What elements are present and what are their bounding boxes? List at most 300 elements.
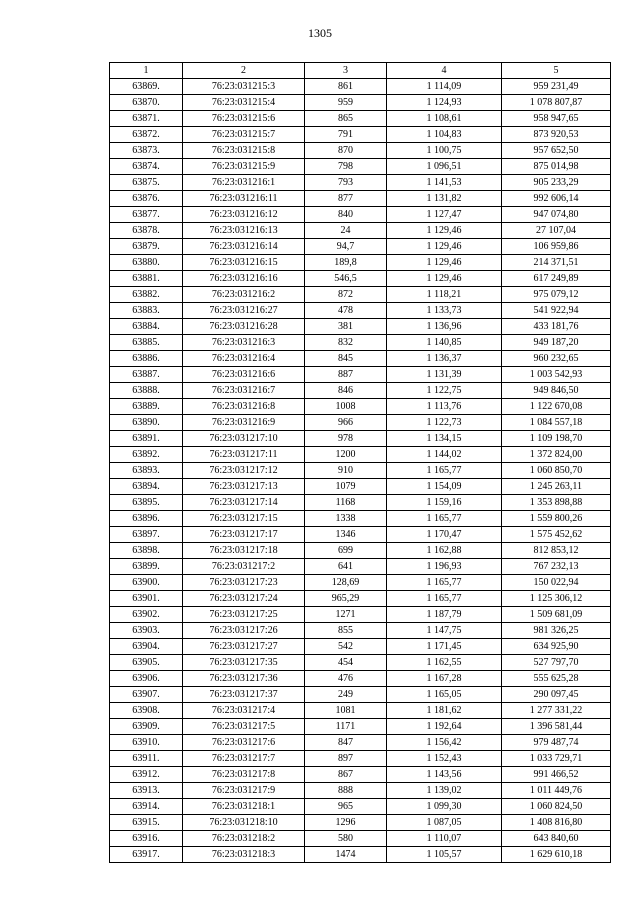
cadastral-number-cell: 76:23:031216:7 <box>183 383 305 399</box>
cadastral-number-cell: 76:23:031215:7 <box>183 127 305 143</box>
area-cell: 580 <box>305 831 387 847</box>
specific-value-cell: 1 131,82 <box>387 191 502 207</box>
row-number-cell: 63885. <box>110 335 183 351</box>
row-number-cell: 63889. <box>110 399 183 415</box>
specific-value-cell: 1 152,43 <box>387 751 502 767</box>
cadastral-value-cell: 1 060 850,70 <box>502 463 611 479</box>
row-number-cell: 63891. <box>110 431 183 447</box>
table-row <box>110 591 611 607</box>
cadastral-number-cell: 76:23:031217:4 <box>183 703 305 719</box>
specific-value-cell: 1 136,37 <box>387 351 502 367</box>
header-col-1: 1 <box>110 63 183 79</box>
table-row <box>110 655 611 671</box>
cadastral-value-cell: 949 846,50 <box>502 383 611 399</box>
row-number-cell: 63878. <box>110 223 183 239</box>
cadastral-number-cell: 76:23:031216:11 <box>183 191 305 207</box>
cadastral-value-cell: 960 232,65 <box>502 351 611 367</box>
cadastral-value-cell: 949 187,20 <box>502 335 611 351</box>
specific-value-cell: 1 100,75 <box>387 143 502 159</box>
specific-value-cell: 1 165,77 <box>387 575 502 591</box>
cadastral-number-cell: 76:23:031216:1 <box>183 175 305 191</box>
area-cell: 959 <box>305 95 387 111</box>
row-number-cell: 63911. <box>110 751 183 767</box>
table-row <box>110 111 611 127</box>
row-number-cell: 63872. <box>110 127 183 143</box>
specific-value-cell: 1 110,07 <box>387 831 502 847</box>
row-number-cell: 63883. <box>110 303 183 319</box>
table-header <box>110 63 611 79</box>
cadastral-value-cell: 1 033 729,71 <box>502 751 611 767</box>
table-row <box>110 239 611 255</box>
table-row <box>110 351 611 367</box>
row-number-cell: 63902. <box>110 607 183 623</box>
row-number-cell: 63894. <box>110 479 183 495</box>
row-number-cell: 63895. <box>110 495 183 511</box>
table-row <box>110 783 611 799</box>
cadastral-number-cell: 76:23:031217:9 <box>183 783 305 799</box>
cadastral-number-cell: 76:23:031218:3 <box>183 847 305 863</box>
cadastral-value-table <box>109 62 611 863</box>
table-row <box>110 575 611 591</box>
cadastral-number-cell: 76:23:031216:8 <box>183 399 305 415</box>
specific-value-cell: 1 087,05 <box>387 815 502 831</box>
table-row <box>110 639 611 655</box>
table-row <box>110 303 611 319</box>
row-number-cell: 63870. <box>110 95 183 111</box>
row-number-cell: 63890. <box>110 415 183 431</box>
row-number-cell: 63912. <box>110 767 183 783</box>
specific-value-cell: 1 156,42 <box>387 735 502 751</box>
specific-value-cell: 1 129,46 <box>387 223 502 239</box>
specific-value-cell: 1 154,09 <box>387 479 502 495</box>
specific-value-cell: 1 192,64 <box>387 719 502 735</box>
cadastral-value-cell: 1 060 824,50 <box>502 799 611 815</box>
table-row <box>110 319 611 335</box>
cadastral-number-cell: 76:23:031215:6 <box>183 111 305 127</box>
area-cell: 888 <box>305 783 387 799</box>
table-row <box>110 479 611 495</box>
cadastral-value-cell: 1 245 263,11 <box>502 479 611 495</box>
area-cell: 877 <box>305 191 387 207</box>
cadastral-number-cell: 76:23:031216:15 <box>183 255 305 271</box>
cadastral-number-cell: 76:23:031218:10 <box>183 815 305 831</box>
cadastral-number-cell: 76:23:031217:5 <box>183 719 305 735</box>
table-row <box>110 543 611 559</box>
area-cell: 249 <box>305 687 387 703</box>
area-cell: 128,69 <box>305 575 387 591</box>
header-col-4: 4 <box>387 63 502 79</box>
specific-value-cell: 1 181,62 <box>387 703 502 719</box>
cadastral-number-cell: 76:23:031217:24 <box>183 591 305 607</box>
row-number-cell: 63874. <box>110 159 183 175</box>
row-number-cell: 63893. <box>110 463 183 479</box>
specific-value-cell: 1 122,73 <box>387 415 502 431</box>
cadastral-value-cell: 106 959,86 <box>502 239 611 255</box>
row-number-cell: 63896. <box>110 511 183 527</box>
specific-value-cell: 1 165,77 <box>387 591 502 607</box>
table-row <box>110 399 611 415</box>
cadastral-number-cell: 76:23:031216:28 <box>183 319 305 335</box>
row-number-cell: 63905. <box>110 655 183 671</box>
cadastral-value-cell: 1 277 331,22 <box>502 703 611 719</box>
specific-value-cell: 1 134,15 <box>387 431 502 447</box>
specific-value-cell: 1 139,02 <box>387 783 502 799</box>
row-number-cell: 63904. <box>110 639 183 655</box>
cadastral-number-cell: 76:23:031215:4 <box>183 95 305 111</box>
specific-value-cell: 1 187,79 <box>387 607 502 623</box>
cadastral-number-cell: 76:23:031217:35 <box>183 655 305 671</box>
row-number-cell: 63917. <box>110 847 183 863</box>
cadastral-value-cell: 1 629 610,18 <box>502 847 611 863</box>
cadastral-value-cell: 1 078 807,87 <box>502 95 611 111</box>
cadastral-value-cell: 433 181,76 <box>502 319 611 335</box>
cadastral-value-cell: 214 371,51 <box>502 255 611 271</box>
specific-value-cell: 1 162,55 <box>387 655 502 671</box>
row-number-cell: 63907. <box>110 687 183 703</box>
table-row <box>110 431 611 447</box>
area-cell: 699 <box>305 543 387 559</box>
table-row <box>110 191 611 207</box>
area-cell: 641 <box>305 559 387 575</box>
area-cell: 965,29 <box>305 591 387 607</box>
page-number: 1305 <box>308 26 332 40</box>
row-number-cell: 63882. <box>110 287 183 303</box>
row-number-cell: 63914. <box>110 799 183 815</box>
cadastral-value-cell: 1 575 452,62 <box>502 527 611 543</box>
table-row <box>110 703 611 719</box>
table-row <box>110 223 611 239</box>
cadastral-value-cell: 1 003 542,93 <box>502 367 611 383</box>
row-number-cell: 63916. <box>110 831 183 847</box>
cadastral-value-cell: 1 559 800,26 <box>502 511 611 527</box>
specific-value-cell: 1 114,09 <box>387 79 502 95</box>
cadastral-value-cell: 634 925,90 <box>502 639 611 655</box>
table-row <box>110 79 611 95</box>
area-cell: 1081 <box>305 703 387 719</box>
area-cell: 1200 <box>305 447 387 463</box>
cadastral-value-cell: 981 326,25 <box>502 623 611 639</box>
table-row <box>110 383 611 399</box>
area-cell: 1338 <box>305 511 387 527</box>
table-row <box>110 607 611 623</box>
table-row <box>110 799 611 815</box>
area-cell: 1168 <box>305 495 387 511</box>
cadastral-number-cell: 76:23:031217:13 <box>183 479 305 495</box>
cadastral-number-cell: 76:23:031217:2 <box>183 559 305 575</box>
cadastral-value-cell: 905 233,29 <box>502 175 611 191</box>
cadastral-value-cell: 1 396 581,44 <box>502 719 611 735</box>
specific-value-cell: 1 113,76 <box>387 399 502 415</box>
cadastral-number-cell: 76:23:031217:25 <box>183 607 305 623</box>
header-col-5: 5 <box>502 63 611 79</box>
specific-value-cell: 1 104,83 <box>387 127 502 143</box>
header-col-2: 2 <box>183 63 305 79</box>
cadastral-number-cell: 76:23:031217:8 <box>183 767 305 783</box>
specific-value-cell: 1 196,93 <box>387 559 502 575</box>
cadastral-number-cell: 76:23:031218:2 <box>183 831 305 847</box>
area-cell: 870 <box>305 143 387 159</box>
table-row <box>110 255 611 271</box>
specific-value-cell: 1 159,16 <box>387 495 502 511</box>
cadastral-value-cell: 1 353 898,88 <box>502 495 611 511</box>
cadastral-value-cell: 767 232,13 <box>502 559 611 575</box>
area-cell: 476 <box>305 671 387 687</box>
area-cell: 832 <box>305 335 387 351</box>
specific-value-cell: 1 162,88 <box>387 543 502 559</box>
cadastral-number-cell: 76:23:031216:9 <box>183 415 305 431</box>
area-cell: 887 <box>305 367 387 383</box>
cadastral-number-cell: 76:23:031217:11 <box>183 447 305 463</box>
cadastral-value-cell: 643 840,60 <box>502 831 611 847</box>
area-cell: 965 <box>305 799 387 815</box>
specific-value-cell: 1 147,75 <box>387 623 502 639</box>
table-row <box>110 847 611 863</box>
specific-value-cell: 1 122,75 <box>387 383 502 399</box>
area-cell: 1271 <box>305 607 387 623</box>
table-row <box>110 751 611 767</box>
table-row <box>110 719 611 735</box>
row-number-cell: 63871. <box>110 111 183 127</box>
area-cell: 845 <box>305 351 387 367</box>
area-cell: 478 <box>305 303 387 319</box>
specific-value-cell: 1 131,39 <box>387 367 502 383</box>
table-row <box>110 415 611 431</box>
row-number-cell: 63897. <box>110 527 183 543</box>
row-number-cell: 63879. <box>110 239 183 255</box>
specific-value-cell: 1 170,47 <box>387 527 502 543</box>
row-number-cell: 63886. <box>110 351 183 367</box>
cadastral-value-cell: 27 107,04 <box>502 223 611 239</box>
cadastral-number-cell: 76:23:031215:3 <box>183 79 305 95</box>
area-cell: 1008 <box>305 399 387 415</box>
table-row <box>110 447 611 463</box>
area-cell: 1171 <box>305 719 387 735</box>
cadastral-number-cell: 76:23:031217:26 <box>183 623 305 639</box>
cadastral-value-cell: 1 408 816,80 <box>502 815 611 831</box>
specific-value-cell: 1 127,47 <box>387 207 502 223</box>
area-cell: 791 <box>305 127 387 143</box>
cadastral-number-cell: 76:23:031217:10 <box>183 431 305 447</box>
table-body <box>110 79 611 863</box>
specific-value-cell: 1 140,85 <box>387 335 502 351</box>
cadastral-value-cell: 617 249,89 <box>502 271 611 287</box>
table-row <box>110 175 611 191</box>
cadastral-number-cell: 76:23:031216:27 <box>183 303 305 319</box>
table-row <box>110 527 611 543</box>
area-cell: 872 <box>305 287 387 303</box>
specific-value-cell: 1 141,53 <box>387 175 502 191</box>
table-row <box>110 815 611 831</box>
row-number-cell: 63875. <box>110 175 183 191</box>
row-number-cell: 63906. <box>110 671 183 687</box>
area-cell: 865 <box>305 111 387 127</box>
row-number-cell: 63892. <box>110 447 183 463</box>
specific-value-cell: 1 129,46 <box>387 255 502 271</box>
cadastral-value-cell: 1 122 670,08 <box>502 399 611 415</box>
cadastral-value-cell: 555 625,28 <box>502 671 611 687</box>
cadastral-number-cell: 76:23:031216:12 <box>183 207 305 223</box>
row-number-cell: 63909. <box>110 719 183 735</box>
row-number-cell: 63877. <box>110 207 183 223</box>
row-number-cell: 63884. <box>110 319 183 335</box>
cadastral-value-cell: 1 109 198,70 <box>502 431 611 447</box>
specific-value-cell: 1 133,73 <box>387 303 502 319</box>
area-cell: 798 <box>305 159 387 175</box>
area-cell: 454 <box>305 655 387 671</box>
row-number-cell: 63873. <box>110 143 183 159</box>
area-cell: 840 <box>305 207 387 223</box>
area-cell: 846 <box>305 383 387 399</box>
cadastral-value-cell: 1 084 557,18 <box>502 415 611 431</box>
row-number-cell: 63915. <box>110 815 183 831</box>
specific-value-cell: 1 144,02 <box>387 447 502 463</box>
cadastral-number-cell: 76:23:031217:37 <box>183 687 305 703</box>
area-cell: 897 <box>305 751 387 767</box>
cadastral-value-cell: 541 922,94 <box>502 303 611 319</box>
cadastral-number-cell: 76:23:031216:2 <box>183 287 305 303</box>
specific-value-cell: 1 165,77 <box>387 463 502 479</box>
row-number-cell: 63908. <box>110 703 183 719</box>
table-row <box>110 623 611 639</box>
cadastral-number-cell: 76:23:031217:7 <box>183 751 305 767</box>
row-number-cell: 63913. <box>110 783 183 799</box>
area-cell: 189,8 <box>305 255 387 271</box>
cadastral-value-cell: 991 466,52 <box>502 767 611 783</box>
table-row <box>110 495 611 511</box>
cadastral-number-cell: 76:23:031216:6 <box>183 367 305 383</box>
row-number-cell: 63910. <box>110 735 183 751</box>
area-cell: 861 <box>305 79 387 95</box>
cadastral-number-cell: 76:23:031217:27 <box>183 639 305 655</box>
row-number-cell: 63880. <box>110 255 183 271</box>
specific-value-cell: 1 165,77 <box>387 511 502 527</box>
specific-value-cell: 1 136,96 <box>387 319 502 335</box>
specific-value-cell: 1 129,46 <box>387 239 502 255</box>
cadastral-value-cell: 1 372 824,00 <box>502 447 611 463</box>
specific-value-cell: 1 171,45 <box>387 639 502 655</box>
cadastral-value-cell: 873 920,53 <box>502 127 611 143</box>
specific-value-cell: 1 129,46 <box>387 271 502 287</box>
specific-value-cell: 1 096,51 <box>387 159 502 175</box>
cadastral-value-cell: 1 011 449,76 <box>502 783 611 799</box>
cadastral-number-cell: 76:23:031217:6 <box>183 735 305 751</box>
area-cell: 910 <box>305 463 387 479</box>
cadastral-number-cell: 76:23:031216:16 <box>183 271 305 287</box>
specific-value-cell: 1 143,56 <box>387 767 502 783</box>
area-cell: 1296 <box>305 815 387 831</box>
area-cell: 978 <box>305 431 387 447</box>
table-row <box>110 767 611 783</box>
row-number-cell: 63900. <box>110 575 183 591</box>
table-row <box>110 463 611 479</box>
specific-value-cell: 1 105,57 <box>387 847 502 863</box>
cadastral-number-cell: 76:23:031217:17 <box>183 527 305 543</box>
cadastral-number-cell: 76:23:031218:1 <box>183 799 305 815</box>
table-row <box>110 271 611 287</box>
cadastral-number-cell: 76:23:031217:14 <box>183 495 305 511</box>
cadastral-value-cell: 958 947,65 <box>502 111 611 127</box>
table-row <box>110 207 611 223</box>
area-cell: 847 <box>305 735 387 751</box>
specific-value-cell: 1 167,28 <box>387 671 502 687</box>
table-row <box>110 687 611 703</box>
table-row <box>110 671 611 687</box>
table-row <box>110 511 611 527</box>
area-cell: 793 <box>305 175 387 191</box>
row-number-cell: 63869. <box>110 79 183 95</box>
header-col-3: 3 <box>305 63 387 79</box>
table-row <box>110 367 611 383</box>
cadastral-number-cell: 76:23:031215:9 <box>183 159 305 175</box>
specific-value-cell: 1 108,61 <box>387 111 502 127</box>
cadastral-value-cell: 975 079,12 <box>502 287 611 303</box>
area-cell: 542 <box>305 639 387 655</box>
cadastral-value-cell: 812 853,12 <box>502 543 611 559</box>
row-number-cell: 63899. <box>110 559 183 575</box>
table-row <box>110 735 611 751</box>
cadastral-number-cell: 76:23:031216:4 <box>183 351 305 367</box>
cadastral-number-cell: 76:23:031217:23 <box>183 575 305 591</box>
row-number-cell: 63881. <box>110 271 183 287</box>
table-row <box>110 831 611 847</box>
table-row <box>110 127 611 143</box>
cadastral-number-cell: 76:23:031217:36 <box>183 671 305 687</box>
row-number-cell: 63876. <box>110 191 183 207</box>
header-row <box>110 63 611 79</box>
table-row <box>110 143 611 159</box>
specific-value-cell: 1 124,93 <box>387 95 502 111</box>
specific-value-cell: 1 165,05 <box>387 687 502 703</box>
cadastral-value-cell: 1 125 306,12 <box>502 591 611 607</box>
cadastral-number-cell: 76:23:031217:15 <box>183 511 305 527</box>
table-row <box>110 559 611 575</box>
cadastral-number-cell: 76:23:031216:3 <box>183 335 305 351</box>
area-cell: 1079 <box>305 479 387 495</box>
area-cell: 1474 <box>305 847 387 863</box>
cadastral-number-cell: 76:23:031217:12 <box>183 463 305 479</box>
row-number-cell: 63901. <box>110 591 183 607</box>
cadastral-value-cell: 957 652,50 <box>502 143 611 159</box>
row-number-cell: 63887. <box>110 367 183 383</box>
area-cell: 867 <box>305 767 387 783</box>
area-cell: 966 <box>305 415 387 431</box>
table-row <box>110 159 611 175</box>
cadastral-value-cell: 979 487,74 <box>502 735 611 751</box>
table-row <box>110 95 611 111</box>
row-number-cell: 63888. <box>110 383 183 399</box>
cadastral-value-cell: 947 074,80 <box>502 207 611 223</box>
specific-value-cell: 1 099,30 <box>387 799 502 815</box>
cadastral-value-cell: 1 509 681,09 <box>502 607 611 623</box>
area-cell: 546,5 <box>305 271 387 287</box>
cadastral-value-cell: 290 097,45 <box>502 687 611 703</box>
cadastral-value-cell: 527 797,70 <box>502 655 611 671</box>
area-cell: 24 <box>305 223 387 239</box>
cadastral-value-cell: 992 606,14 <box>502 191 611 207</box>
cadastral-number-cell: 76:23:031216:14 <box>183 239 305 255</box>
cadastral-number-cell: 76:23:031215:8 <box>183 143 305 159</box>
cadastral-number-cell: 76:23:031216:13 <box>183 223 305 239</box>
cadastral-value-cell: 150 022,94 <box>502 575 611 591</box>
row-number-cell: 63903. <box>110 623 183 639</box>
cadastral-value-cell: 875 014,98 <box>502 159 611 175</box>
area-cell: 855 <box>305 623 387 639</box>
table-row <box>110 287 611 303</box>
area-cell: 381 <box>305 319 387 335</box>
area-cell: 94,7 <box>305 239 387 255</box>
area-cell: 1346 <box>305 527 387 543</box>
cadastral-value-cell: 959 231,49 <box>502 79 611 95</box>
